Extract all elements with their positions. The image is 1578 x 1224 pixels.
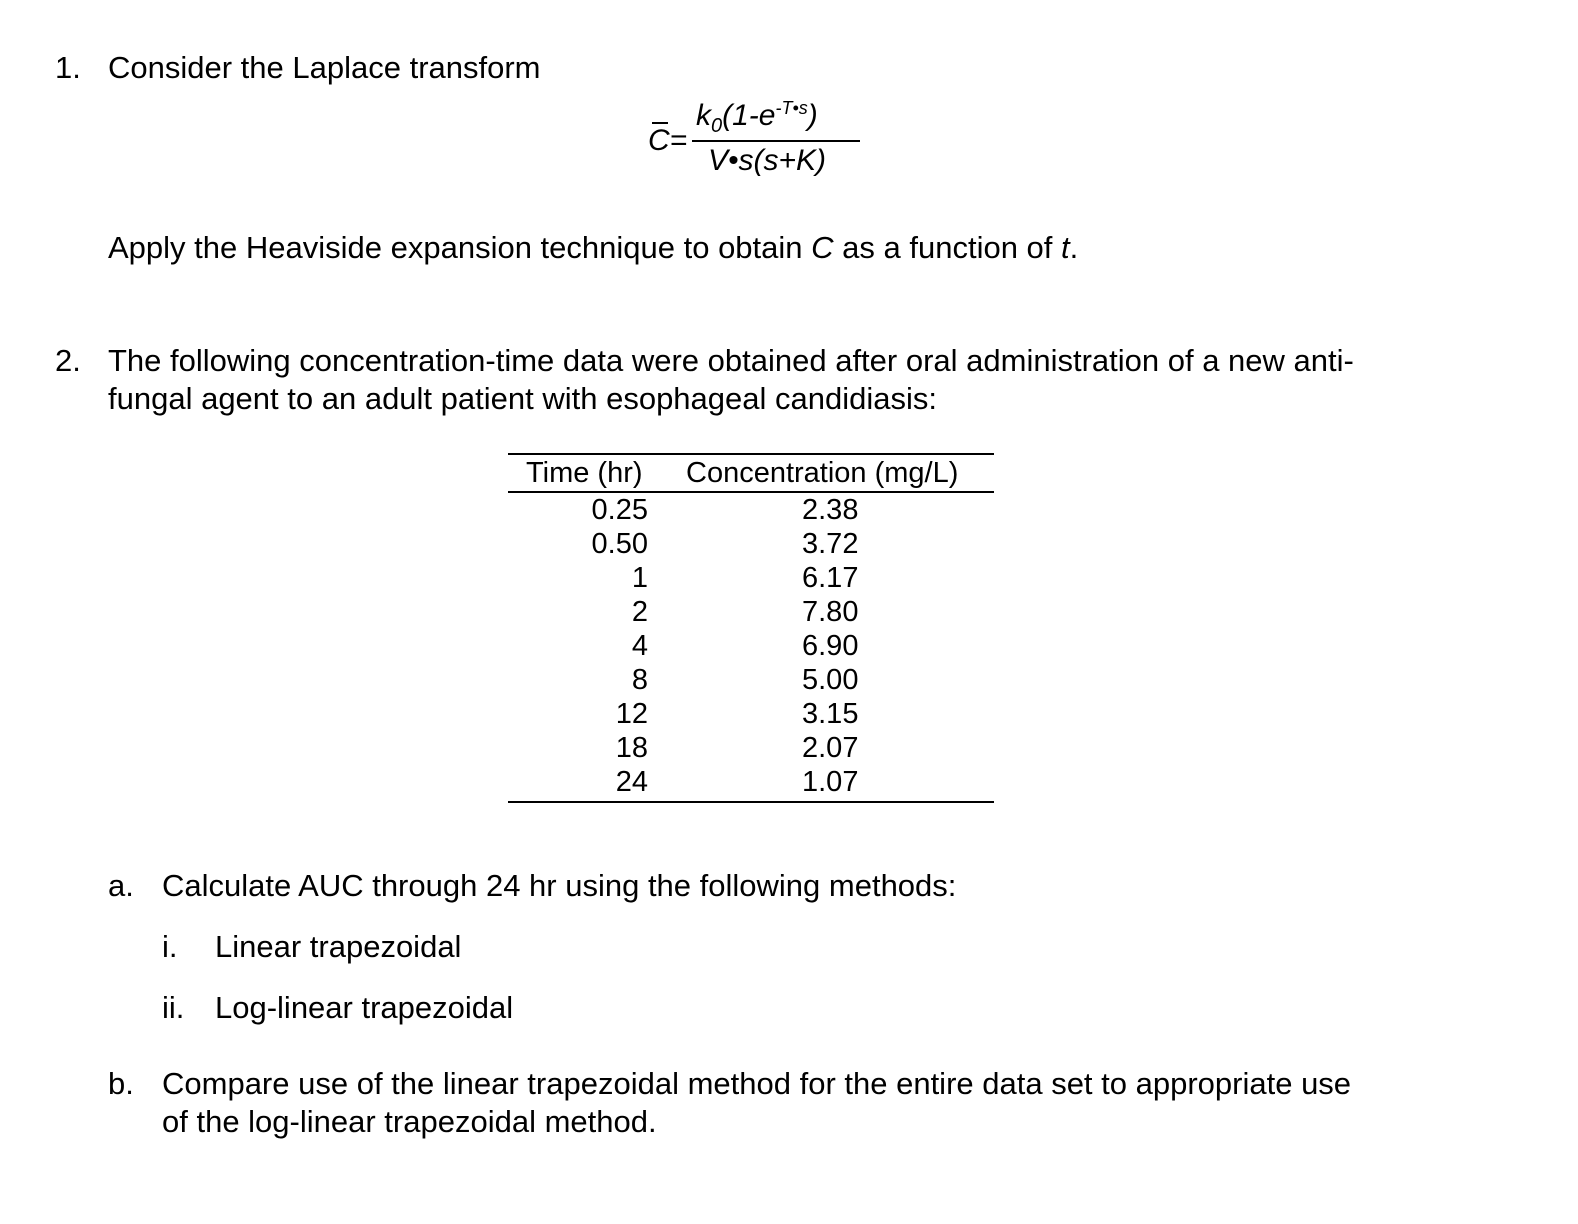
concentration-cell: 2.07 [802,732,859,764]
table-row [508,494,994,528]
instruction-period: . [1069,230,1079,265]
table-row [508,562,994,596]
concentration-cell: 7.80 [802,596,859,628]
time-cell: 12 [615,698,648,730]
formula-exponent: -T•s [775,98,808,118]
table-header-rule [508,491,994,493]
question-1-intro: Consider the Laplace transform [108,50,541,85]
table-row [508,596,994,630]
time-cell: 24 [615,766,648,798]
time-cell: 4 [631,630,648,662]
instruction-text-2: as a function of [833,230,1062,265]
table-row [508,732,994,766]
concentration-cell: 6.90 [802,630,859,662]
laplace-formula [648,98,868,188]
concentration-cell: 5.00 [802,664,859,696]
concentration-cell: 3.15 [802,698,859,730]
table-header-concentration: Concentration (mg/L) [686,457,959,489]
question-1-instruction [108,230,1078,266]
question-1-number: 1. [55,50,81,85]
formula-k: k [696,99,711,132]
table-bottom-rule [508,801,994,803]
concentration-cell: 3.72 [802,528,859,560]
formula-fraction-bar [692,140,860,142]
table-row [508,698,994,732]
time-cell: 0.50 [591,528,648,560]
formula-numerator [696,98,818,138]
concentration-cell: 2.38 [802,494,859,526]
formula-exp-base: (1-e [722,99,776,132]
table-top-rule [508,453,994,455]
time-cell: 1 [631,562,648,594]
part-b-label: b. [108,1066,134,1101]
table-row [508,528,994,562]
table-row [508,630,994,664]
question-2-line-2: fungal agent to an adult patient with esophageal candidiasis: [108,381,937,416]
formula-close-paren: ) [807,99,818,132]
instruction-var-t: t [1061,230,1070,265]
part-a-text: Calculate AUC through 24 hr using the following methods: [162,868,957,903]
table-row [508,766,994,800]
part-b-line-1: Compare use of the linear trapezoidal method for the entire data set to appropriate use [162,1066,1352,1101]
instruction-var-c: C [811,230,834,265]
time-cell: 18 [615,732,648,764]
time-cell: 2 [631,596,648,628]
concentration-cell: 6.17 [802,562,859,594]
concentration-cell: 1.07 [802,766,859,798]
table-header-time: Time (hr) [526,457,643,489]
instruction-text-1: Apply the Heaviside expansion technique to obtain [108,230,812,265]
question-2-number: 2. [55,343,81,378]
part-a-item-2-text: Log-linear trapezoidal [215,990,514,1025]
table-row [508,664,994,698]
formula-overbar [652,122,668,124]
part-a-item-1-text: Linear trapezoidal [215,929,462,964]
part-b-line-2: of the log-linear trapezoidal method. [162,1104,657,1139]
formula-denominator: V•s(s+K) [708,144,827,177]
formula-lhs: C= [648,124,688,157]
part-a-item-1-label: i. [162,929,178,964]
time-cell: 8 [631,664,648,696]
part-a-label: a. [108,868,134,903]
time-cell: 0.25 [591,494,648,526]
question-2-line-1: The following concentration-time data were obtained after oral administration of a new anti- [108,343,1354,378]
formula-k-sub: 0 [711,115,723,137]
part-a-item-2-label: ii. [162,990,185,1025]
